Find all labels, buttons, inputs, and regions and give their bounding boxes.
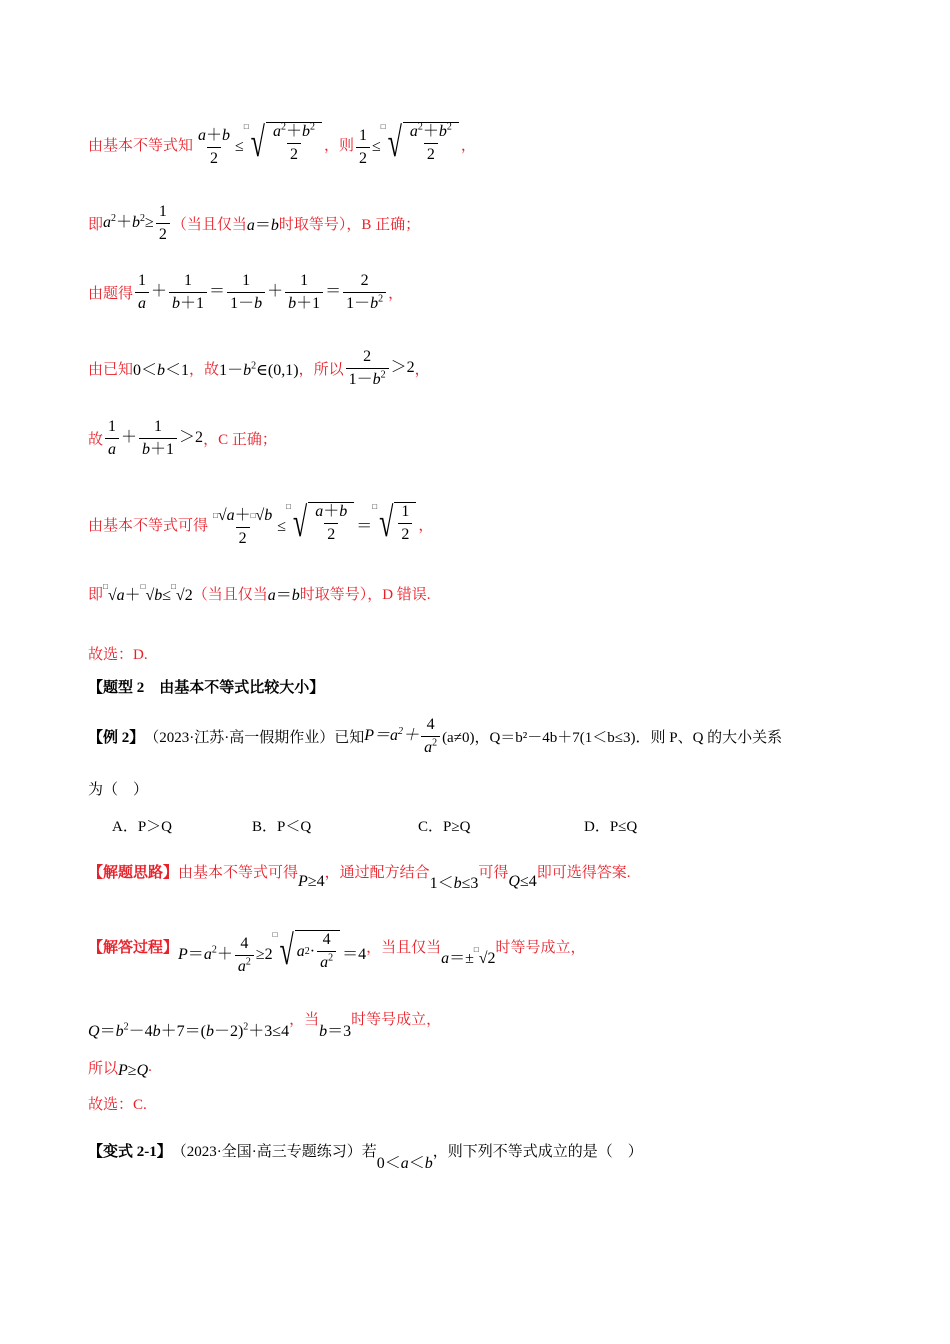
solution-line-5 [88,418,277,459]
solution-line-7 [88,582,431,605]
example-2-continuation: 为（ ） [88,782,149,798]
solution-line-2 [88,203,420,244]
process-label: 【解答过程】 [88,940,179,957]
option-b[interactable]: B．P＜Q [252,819,312,835]
example-source: （2023·江苏·高一假期作业）已知 [144,730,365,746]
q-derivation-line [88,996,441,1041]
text: （2023·全国·高三专题练习）若 [171,1144,377,1160]
text: 时取等号），B 正确； [278,217,421,233]
math-expression: 1＜b≤3 [429,875,479,892]
solution-process [88,918,586,976]
math-expression: $P=a^2+$ $\frac{4}{a^2}$ [364,716,442,757]
text: 故 [88,432,104,448]
math-expression: P≥Q [118,1062,149,1079]
math-expression: P≥4 [298,872,325,890]
math-expression: a＝±□√2 [441,945,496,968]
math-expression: $\frac{^□√a+^□√b}{2}$ ≤□ √ $\frac{a+b}{2}$ ＝□ √ $\frac{1}{2}$ [208,502,418,548]
solution-line-1 [88,119,476,168]
math-expression: $\frac{1}{a}$ ＋ $\frac{1}{b+1}$ ＝ $\frac{1}{1-b}$ ＋ $\frac{1}{b+1}$ ＝ $\frac{2}{1-b^2}$ [133,272,388,313]
math-expression: a＝b [246,217,279,234]
math-expression: $\frac{a+b}{2}$ ≤□ √ $\frac{a^2+b^2}{2}$ [193,122,324,168]
example-q-expression: Q＝b²－4b＋7(1＜b≤3)．则 P、Q 的大小关系 [489,730,783,746]
section-header: 【题型 2 由基本不等式比较大小】 [88,680,325,696]
text: . [148,1058,152,1075]
conclusion-line [88,1054,152,1080]
text: ，故 [189,362,220,378]
solution-line-3 [88,272,403,313]
math-expression: $1-b^2\in(0,1)$ [219,360,299,379]
text: 可得 [478,865,509,881]
text: ，当 [289,1012,320,1028]
math-expression: $\frac{1}{2}$ ≤□ √ $\frac{a^2+b^2}{2}$ [354,122,461,168]
text: 即 [88,217,104,233]
text: ， [388,286,404,302]
variant-label: 【变式 2-1】 [88,1144,172,1160]
math-expression: $\frac{1}{a}$ ＋ $\frac{1}{b+1}$ ＞2 [103,418,203,459]
answer-line-c: 故选：C. [88,1097,147,1113]
option-c[interactable]: C．P≥Q [418,819,471,835]
text: 由基本不等式可得 [88,518,209,535]
text: ，通过配方结合 [324,865,430,881]
text: 由已知 [88,362,134,378]
solution-line-6 [88,499,434,548]
text: 时等号成立， [495,940,586,957]
text: 时等号成立， [351,1012,442,1028]
answer-line-d: 故选：D. [88,647,148,663]
solution-idea [88,850,631,893]
text: ， [418,518,434,535]
example-2-line [88,716,782,757]
math-expression: $Q=b^2-4b+7=(b-2)^2+3\le 4$ [88,1021,290,1040]
math-expression: a＝b [267,587,300,604]
option-d[interactable]: D．P≤Q [584,819,638,835]
text: 即 [88,587,104,603]
text: （当且仅当 [171,217,247,233]
text: （当且仅当 [192,587,268,603]
idea-label: 【解题思路】 [88,865,179,881]
text: ，所以 [298,362,344,378]
text: 时取等号），D 错误. [299,587,431,603]
text: 所以 [88,1060,119,1077]
math-expression: b＝3 [319,1023,352,1040]
text: 即可选得答案. [536,865,631,881]
math-expression: $P=a^2+$ $\frac{4}{a^2}$ ≥2□ √ a 2 · $\frac{4}{a^2}$ ＝4 [178,927,367,975]
math-expression: 0＜b＜1 [133,362,190,379]
text: 由基本不等式知 [88,138,194,155]
math-expression: $\frac{2}{1-b^2}$ ＞2 [344,348,415,389]
text: ， [460,138,476,155]
math-expression: Q≤4 [508,872,537,890]
math-expression: □√a＋□√b≤□√2 [103,582,193,604]
example-condition: (a≠0)， [442,730,490,746]
text: ，则 [323,138,354,155]
example-label: 【例 2】 [88,730,145,746]
math-expression: $a^2+b^2\ge$ $\frac{1}{2}$ [103,203,172,244]
text: ，C 正确； [203,432,277,448]
text: ，当且仅当 [366,940,442,957]
option-a[interactable]: A．P＞Q [112,819,173,835]
variant-2-1 [88,1128,643,1173]
math-expression: 0＜a＜b [376,1155,433,1172]
text: 由题得 [88,286,134,302]
solution-line-4 [88,348,430,389]
text: ， [414,362,430,378]
text: ，则下列不等式成立的是（ ） [432,1144,643,1160]
text: 由基本不等式可得 [178,865,299,881]
